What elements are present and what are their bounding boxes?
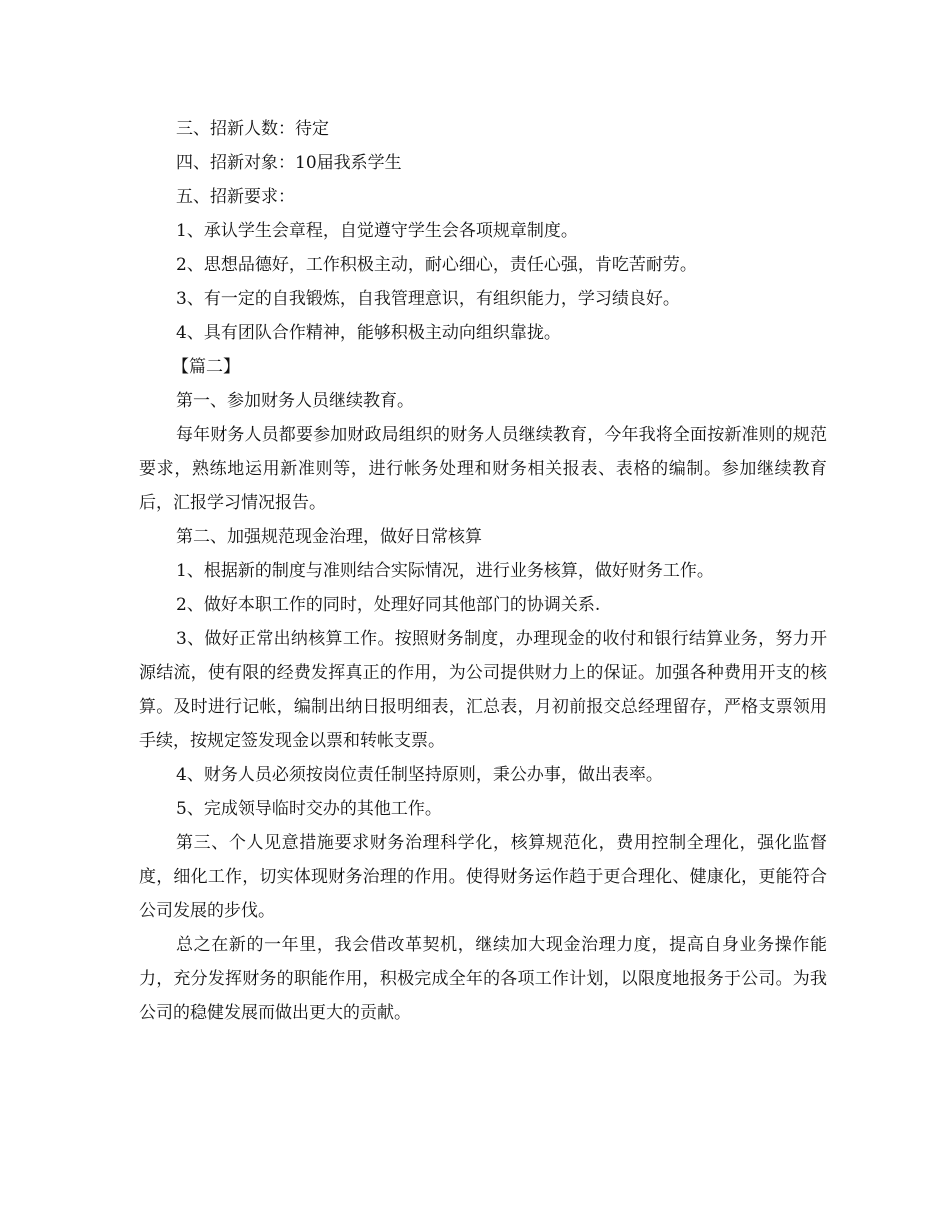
- document-body: [139, 112, 827, 1030]
- paragraph-conclusion: 总之在新的一年里，我会借改革契机，继续加大现金治理力度，提高自身业务操作能力，充分发挥财务的职能作用，积极完成全年的各项工作计划，以限度地报务于公司。为我公司的稳健发展而做出更大的贡献。: [139, 935, 827, 1023]
- paragraph-recruit-requirements: 五、招新要求：: [176, 187, 295, 207]
- paragraph-requirement-3: 3、有一定的自我锻炼，自我管理意识，有组织能力，学习绩良好。: [176, 289, 680, 309]
- paragraph-recruit-target: 四、招新对象：10届我系学生: [176, 153, 402, 173]
- section-heading-part-two: 【篇二】: [172, 357, 240, 377]
- paragraph-continuing-education: 每年财务人员都要参加财政局组织的财务人员继续教育，今年我将全面按新准则的规范要求，熟练地运用新准则等，进行帐务处理和财务相关报表、表格的编制。参加继续教育后，汇报学习情况报告。: [139, 425, 827, 513]
- paragraph-task-3: 3、做好正常出纳核算工作。按照财务制度，办理现金的收付和银行结算业务，努力开源结流，使有限的经费发挥真正的作用，为公司提供财力上的保证。加强各种费用开支的核算。及时进行记帐，编制出纳日报明细表，汇总表，月初前报交总经理留存，严格支票领用手续，按规定签发现金以票和转帐支票。: [139, 629, 827, 751]
- paragraph-task-5: 5、完成领导临时交办的其他工作。: [176, 799, 442, 819]
- paragraph-third-item: 第三、个人见意措施要求财务治理科学化，核算规范化，费用控制全理化，强化监督度，细化工作，切实体现财务治理的作用。使得财务运作趋于更合理化、健康化，更能符合公司发展的步伐。: [139, 833, 827, 921]
- paragraph-task-2: 2、做好本职工作的同时，处理好同其他部门的协调关系.: [176, 595, 601, 615]
- paragraph-task-4: 4、财务人员必须按岗位责任制坚持原则，秉公办事，做出表率。: [176, 765, 663, 785]
- paragraph-requirement-2: 2、思想品德好，工作积极主动，耐心细心，责任心强，肯吃苦耐劳。: [176, 255, 697, 275]
- paragraph-requirement-1: 1、承认学生会章程，自觉遵守学生会各项规章制度。: [176, 221, 578, 241]
- paragraph-requirement-4: 4、具有团队合作精神，能够积极主动向组织靠拢。: [176, 323, 561, 343]
- paragraph-first-item: 第一、参加财务人员继续教育。: [176, 391, 414, 411]
- paragraph-recruit-count: 三、招新人数：待定: [176, 119, 329, 139]
- paragraph-second-item: 第二、加强规范现金治理，做好日常核算: [176, 527, 482, 547]
- paragraph-task-1: 1、根据新的制度与准则结合实际情况，进行业务核算，做好财务工作。: [176, 561, 714, 581]
